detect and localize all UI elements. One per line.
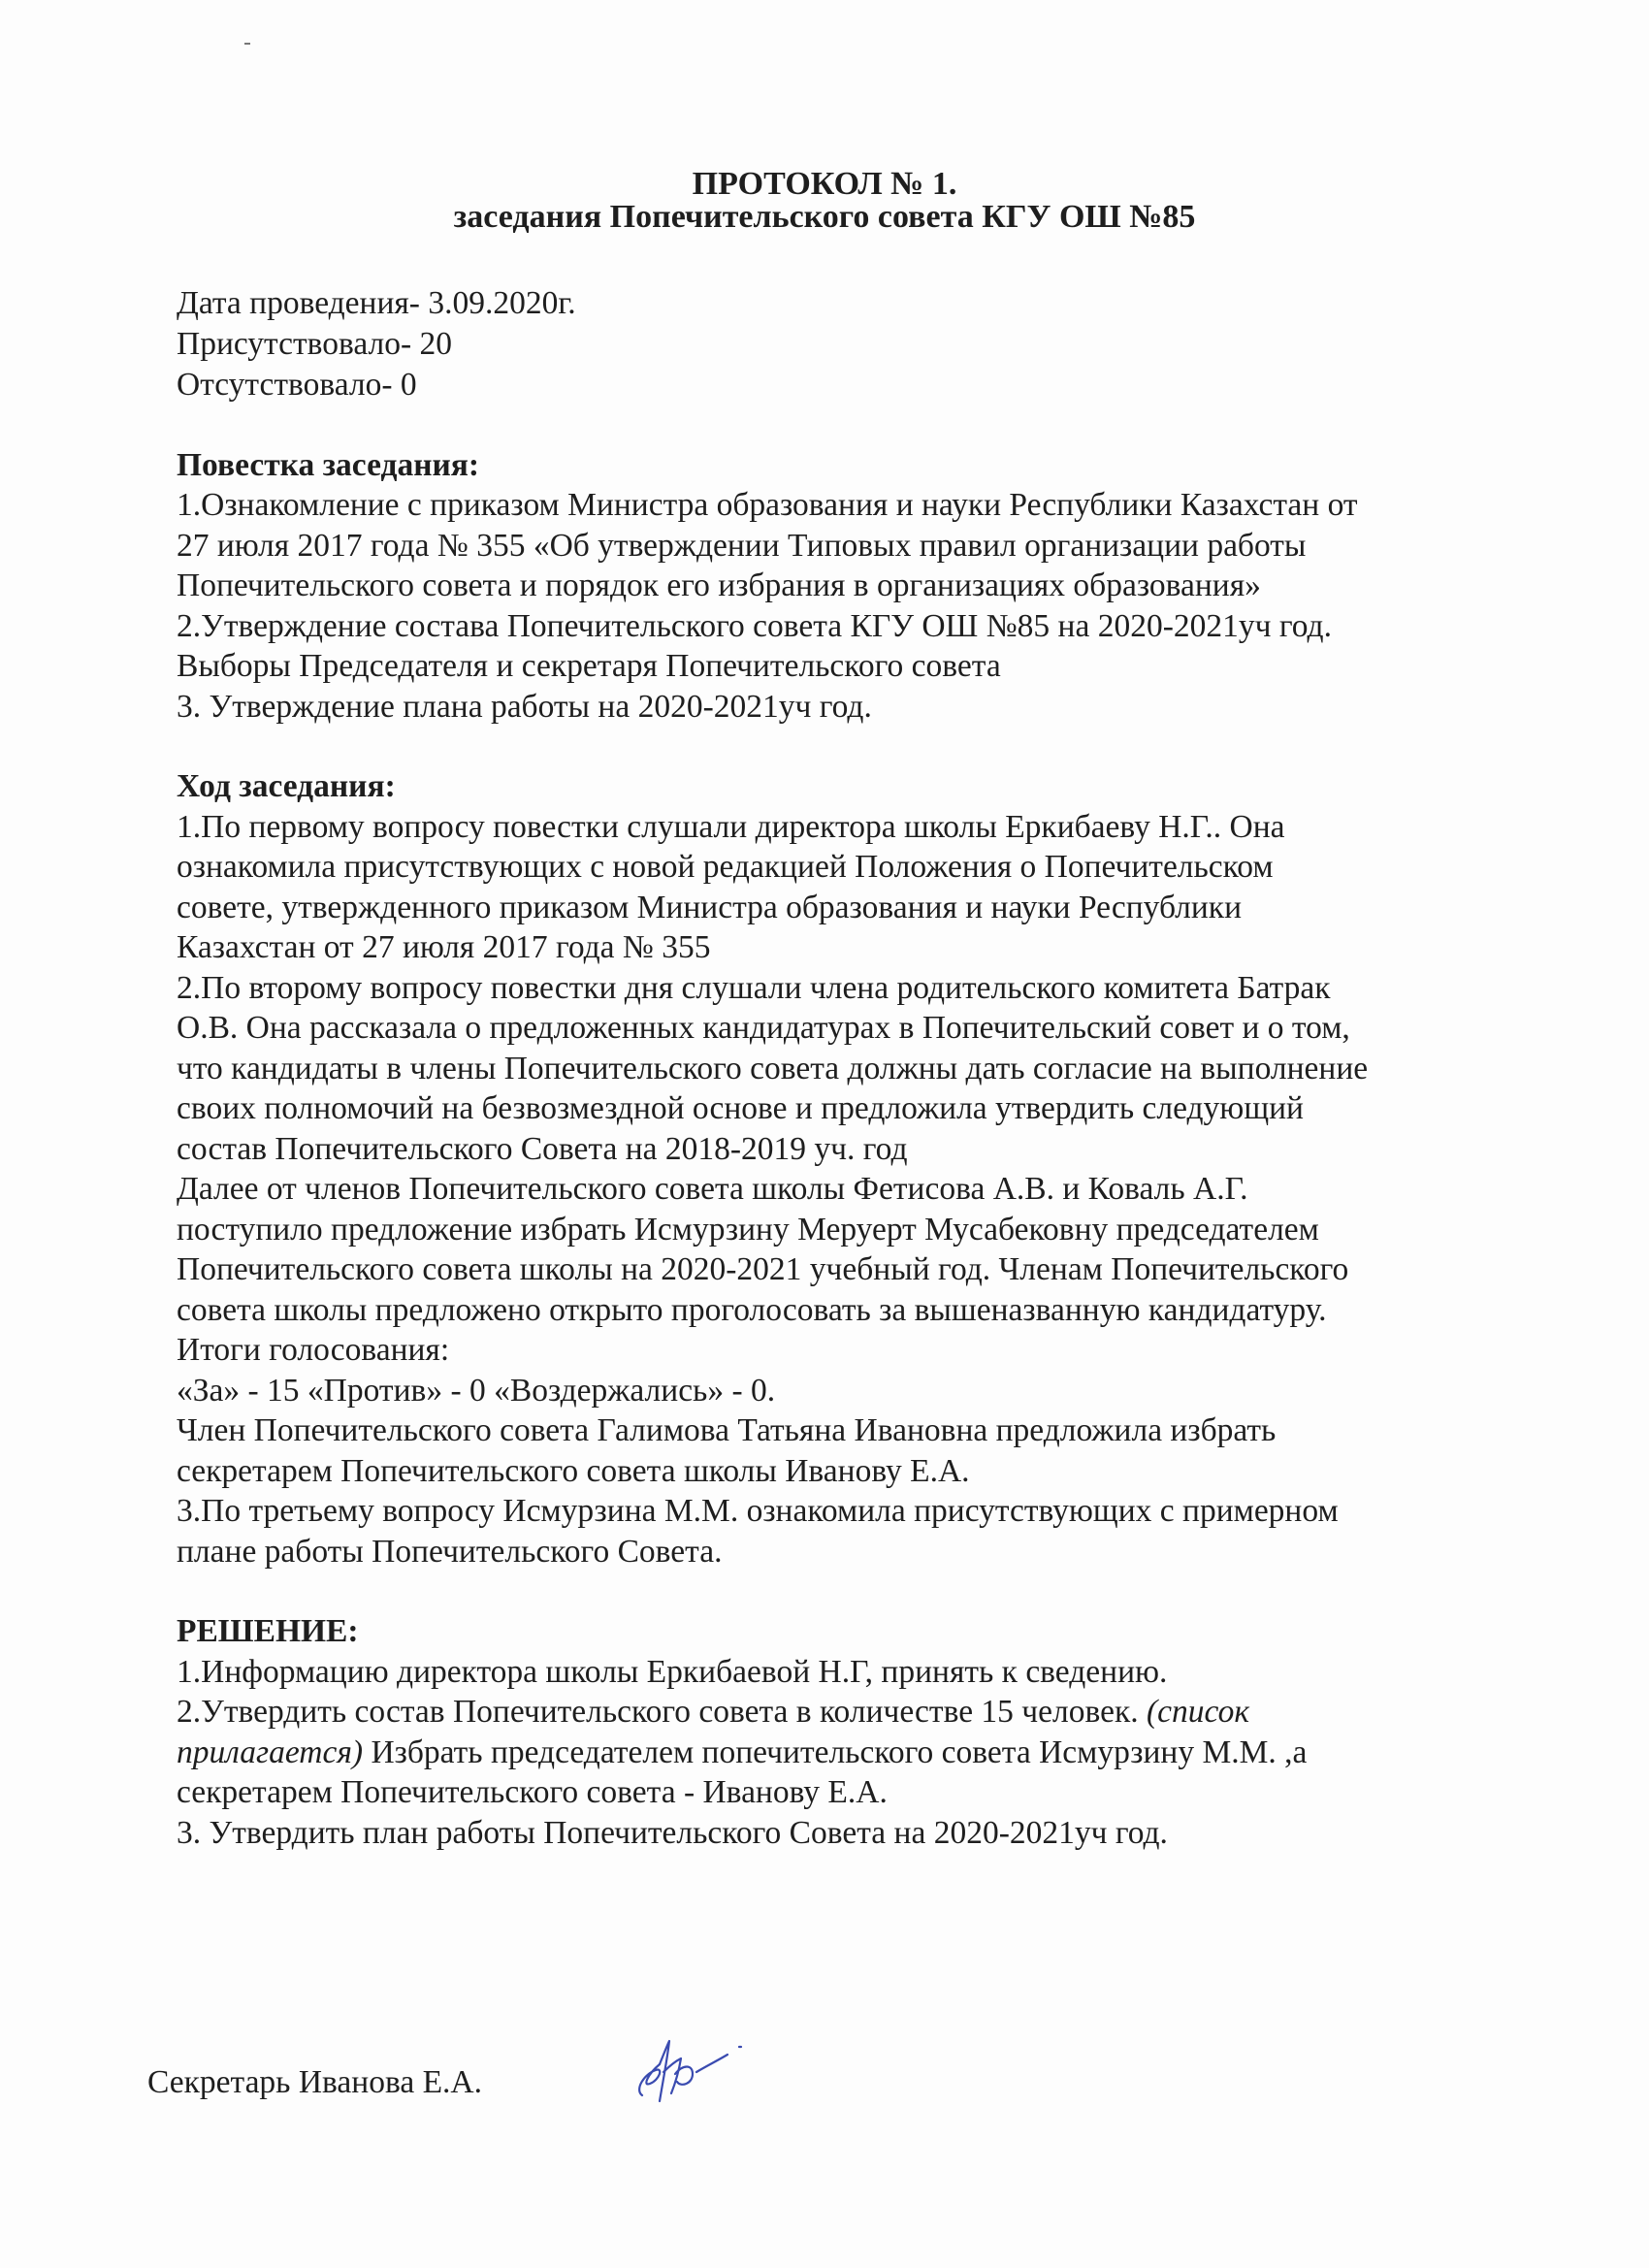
decision-line: 1.Информацию директора школы Еркибаевой Н.Г, принять к сведению. (177, 1654, 1168, 1690)
absent-count: Отсутствовало- 0 (177, 367, 417, 403)
proceedings-line: Член Попечительского совета Галимова Татьяна Ивановна предложила избрать (177, 1412, 1277, 1448)
proceedings-line: плане работы Попечительского Совета. (177, 1534, 723, 1570)
proceedings-line: состав Попечительского Совета на 2018-2019 уч. год (177, 1131, 908, 1167)
decision-heading: РЕШЕНИЕ: (177, 1613, 359, 1649)
decision-note-italic: (список (1147, 1694, 1249, 1730)
agenda-line: 2.Утверждение состава Попечительского совета КГУ ОШ №85 на 2020-2021уч год. (177, 608, 1332, 644)
scan-speck (244, 43, 250, 45)
meeting-date: Дата проведения- 3.09.2020г. (177, 285, 576, 321)
handwritten-signature (621, 2035, 757, 2113)
decision-line: секретарем Попечительского совета - Иванову Е.А. (177, 1774, 888, 1810)
proceedings-line: совета школы предложено открыто проголосовать за вышеназванную кандидатуру. (177, 1292, 1327, 1328)
proceedings-line: поступило предложение избрать Исмурзину Меруерт Мусабековну председателем (177, 1212, 1319, 1247)
agenda-line: 27 июля 2017 года № 355 «Об утверждении Типовых правил организации работы (177, 528, 1307, 564)
agenda-line: Попечительского совета и порядок его избрания в организациях образования» (177, 567, 1261, 603)
present-count: Присутствовало- 20 (177, 326, 452, 362)
proceedings-line: Далее от членов Попечительского совета школы Фетисова А.В. и Коваль А.Г. (177, 1171, 1248, 1207)
secretary-signature-label: Секретарь Иванова Е.А. (147, 2064, 482, 2100)
proceedings-line: 1.По первому вопросу повестки слушали директора школы Еркибаеву Н.Г.. Она (177, 809, 1285, 845)
proceedings-line: 3.По третьему вопросу Исмурзина М.М. ознакомила присутствующих с примерном (177, 1493, 1339, 1529)
decision-text: 2.Утвердить состав Попечительского совета в количестве 15 человек. (177, 1694, 1148, 1730)
decision-line: 3. Утвердить план работы Попечительского Совета на 2020-2021уч год. (177, 1815, 1168, 1851)
proceedings-line: секретарем Попечительского совета школы Иванову Е.А. (177, 1453, 970, 1489)
proceedings-line: что кандидаты в члены Попечительского совета должны дать согласие на выполнение (177, 1051, 1369, 1086)
proceedings-line: Итоги голосования: (177, 1332, 450, 1368)
decision-text: Избрать председателем попечительского совета Исмурзину М.М. ,а (363, 1734, 1308, 1770)
agenda-line: 3. Утверждение плана работы на 2020-2021уч год. (177, 689, 872, 725)
agenda-heading: Повестка заседания: (177, 447, 480, 483)
vote-results: «За» - 15 «Против» - 0 «Воздержались» - 0. (177, 1373, 776, 1409)
agenda-line: 1.Ознакомление с приказом Министра образования и науки Республики Казахстан от (177, 487, 1358, 523)
decision-line (177, 1733, 1307, 1772)
proceedings-line: совете, утвержденного приказом Министра образования и науки Республики (177, 890, 1243, 925)
agenda-line: Выборы Председателя и секретаря Попечительского совета (177, 648, 1001, 684)
proceedings-line: Попечительского совета школы на 2020-2021 учебный год. Членам Попечительского (177, 1251, 1349, 1287)
proceedings-heading: Ход заседания: (177, 768, 396, 804)
signature-scribble-icon (621, 2035, 757, 2113)
proceedings-line: О.В. Она рассказала о предложенных кандидатурах в Попечительский совет и о том, (177, 1010, 1350, 1046)
proceedings-line: 2.По второму вопросу повестки дня слушали члена родительского комитета Батрак (177, 970, 1331, 1006)
proceedings-line: ознакомила присутствующих с новой редакцией Положения о Попечительском (177, 849, 1274, 885)
proceedings-line: Казахстан от 27 июля 2017 года № 355 (177, 929, 711, 965)
decision-line (177, 1693, 1249, 1732)
document-subtitle: заседания Попечительского совета КГУ ОШ №85 (453, 199, 1196, 235)
document-title: ПРОТОКОЛ № 1. (692, 166, 957, 202)
proceedings-line: своих полномочий на безвозмездной основе и предложила утвердить следующий (177, 1090, 1304, 1126)
decision-note-italic: прилагается) (177, 1734, 364, 1770)
